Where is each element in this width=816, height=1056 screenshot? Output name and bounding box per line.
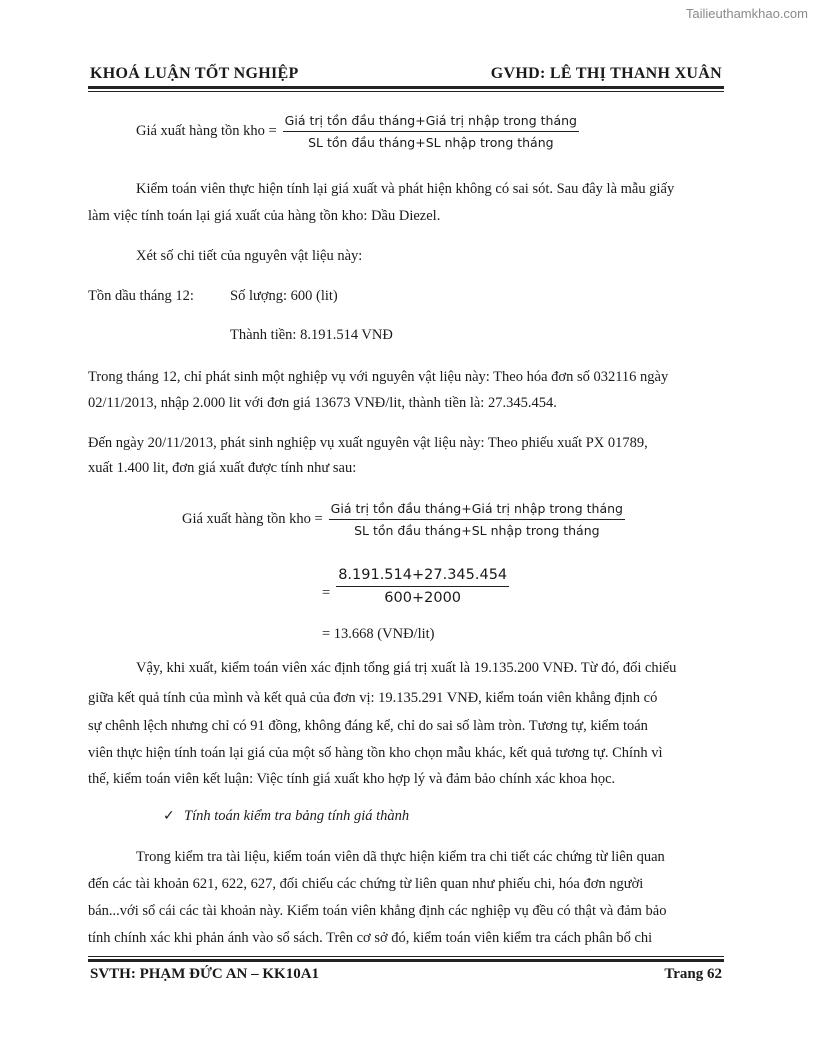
para3-line1: Trong tháng 12, chỉ phát sinh một nghiệp vụ với nguyên vật liệu này: Theo hóa đơn số 032116 ngày (88, 369, 669, 385)
para5-line5: thế, kiểm toán viên kết luận: Việc tính giá xuất kho hợp lý và đảm bảo chính xác khoa học. (88, 771, 616, 787)
watermark: Tailieuthamkhao.com (685, 6, 808, 21)
footer-rule-thin (88, 956, 724, 957)
page-number: Trang 62 (664, 966, 722, 982)
fraction-denominator: SL tồn đầu tháng+SL nhập trong tháng (354, 523, 600, 538)
formula-unit-cost-1 (136, 113, 579, 150)
para5-line1: Vậy, khi xuất, kiểm toán viên xác định tổng giá trị xuất là 19.135.200 VNĐ. Từ đó, đối chiếu (136, 660, 677, 676)
para3-line2: 02/11/2013, nhập 2.000 lit với đơn giá 13673 VNĐ/lit, thành tiền là: 27.345.454. (88, 395, 557, 411)
fraction (336, 567, 509, 606)
header-rule-thin (88, 91, 724, 92)
header-supervisor: GVHD: LÊ THỊ THANH XUÂN (490, 65, 722, 82)
fraction-denominator: SL tồn đầu tháng+SL nhập trong tháng (308, 135, 554, 150)
para5-line2: giữa kết quả tính của mình và kết quả của đơn vị: 19.135.291 VNĐ, kiểm toán viên khẳng định có (88, 690, 658, 706)
para6-line2: đến các tài khoản 621, 622, 627, đối chiếu các chứng từ liên quan như phiếu chi, hóa đơn người (88, 876, 644, 892)
fraction-bar (283, 131, 579, 132)
fraction-numerator: Giá trị tồn đầu tháng+Giá trị nhập trong tháng (284, 113, 577, 128)
header-rule-thick (88, 86, 724, 89)
para4-line2: xuất 1.400 lit, đơn giá xuất được tính như sau: (88, 460, 357, 476)
para6-line3: bán...với sổ cái các tài khoản này. Kiểm toán viên khẳng định các nghiệp vụ đều có thật và đảm bảo (88, 903, 667, 919)
opening-amount: Thành tiền: 8.191.514 VNĐ (230, 327, 393, 343)
checkmark-icon: ✓ (163, 808, 175, 824)
footer-rule-thick (88, 959, 724, 962)
footer-author: SVTH: PHẠM ĐỨC AN – KK10A1 (90, 966, 320, 982)
formula-substitution (322, 567, 509, 606)
fraction (329, 501, 625, 538)
formula-lhs: Giá xuất hàng tồn kho = (182, 511, 323, 527)
fraction (283, 113, 579, 150)
fraction-numerator: 8.191.514+27.345.454 (338, 567, 508, 583)
fraction-bar (336, 586, 509, 587)
opening-quantity: Số lượng: 600 (lit) (230, 288, 338, 304)
result: = 13.668 (VNĐ/lit) (322, 626, 435, 642)
fraction-numerator: Giá trị tồn đầu tháng+Giá trị nhập trong tháng (330, 501, 623, 516)
fraction-bar (329, 519, 625, 520)
formula-lhs: Giá xuất hàng tồn kho = (136, 123, 277, 139)
para4-line1: Đến ngày 20/11/2013, phát sinh nghiệp vụ xuất nguyên vật liệu này: Theo phiếu xuất PX 01789, (88, 435, 648, 451)
opening-label: Tồn dầu tháng 12: (88, 288, 194, 304)
para6-line4: tính chính xác khi phản ánh vào sổ sách. Trên cơ sở đó, kiểm toán viên kiểm tra cách phân bổ chi (88, 930, 653, 946)
para1-line1: Kiểm toán viên thực hiện tính lại giá xuất và phát hiện không có sai sót. Sau đây là mẫu giấy (136, 181, 675, 197)
para6-line1: Trong kiểm tra tài liệu, kiểm toán viên dã thực hiện kiểm tra chi tiết các chứng từ liên quan (136, 849, 665, 865)
fraction-denominator: 600+2000 (384, 590, 462, 606)
para5-line4: viên thực hiện tính toán lại giá của một số hàng tồn kho chọn mẫu khác, kết quả tương tự. Chính vì (88, 745, 663, 761)
formula-unit-cost-2 (182, 501, 625, 538)
para2: Xét số chi tiết của nguyên vật liệu này: (136, 248, 363, 264)
formula-equals: = (322, 585, 331, 601)
bullet-heading: Tính toán kiểm tra bảng tính giá thành (184, 808, 410, 824)
header-title: KHOÁ LUẬN TỐT NGHIỆP (90, 65, 299, 82)
para1-line2: làm việc tính toán lại giá xuất của hàng tồn kho: Dầu Diezel. (88, 208, 441, 224)
para5-line3: sự chênh lệch nhưng chỉ có 91 đồng, không đáng kể, chỉ do sai số làm tròn. Tương tự, kiểm toán (88, 718, 648, 734)
